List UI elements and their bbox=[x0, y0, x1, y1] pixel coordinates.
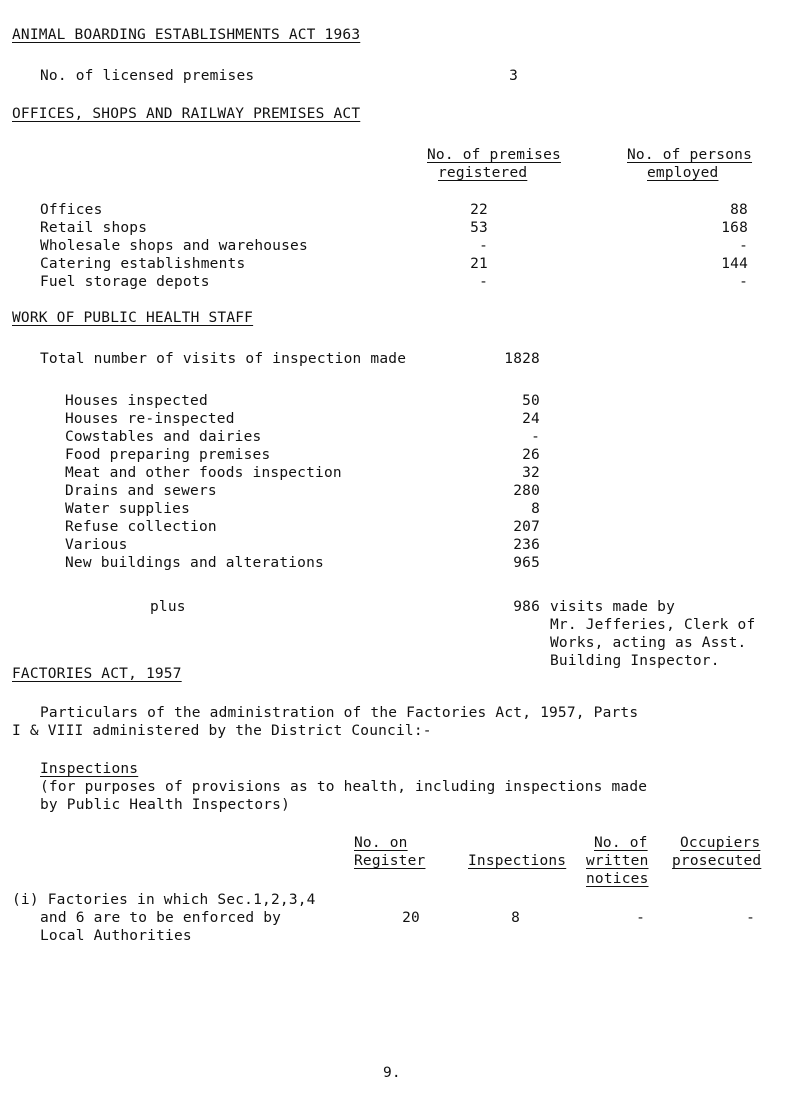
plus-note-line: Works, acting as Asst. bbox=[550, 635, 747, 651]
work-row-value: 24 bbox=[522, 411, 540, 427]
factories-register-value: 20 bbox=[402, 910, 420, 926]
total-visits-label: Total number of visits of inspection made bbox=[40, 351, 407, 367]
factories-heading: FACTORIES ACT, 1957 bbox=[12, 666, 182, 682]
register-header-2: Register bbox=[354, 853, 426, 869]
catering-registered: 21 bbox=[470, 256, 488, 272]
work-row-label: Meat and other foods inspection bbox=[65, 465, 342, 481]
inspections-column-header: Inspections bbox=[468, 853, 567, 869]
register-header-1: No. on bbox=[354, 835, 408, 851]
work-row-label: Various bbox=[65, 537, 128, 553]
factories-prosecuted-value: - bbox=[746, 910, 755, 926]
animal-boarding-heading: ANIMAL BOARDING ESTABLISHMENTS ACT 1963 bbox=[12, 27, 361, 43]
work-row-label: Drains and sewers bbox=[65, 483, 217, 499]
total-visits-value: 1828 bbox=[504, 351, 540, 367]
offices-act-heading: OFFICES, SHOPS AND RAILWAY PREMISES ACT bbox=[12, 106, 361, 122]
retail-row-label: Retail shops bbox=[40, 220, 148, 236]
factories-row-label-line-1: (i) Factories in which Sec.1,2,3,4 bbox=[12, 892, 316, 908]
work-row-value: 32 bbox=[522, 465, 540, 481]
work-row-value: 236 bbox=[513, 537, 540, 553]
factories-inspections-value: 8 bbox=[511, 910, 520, 926]
work-row-label: Food preparing premises bbox=[65, 447, 271, 463]
persons-employed-header-2: employed bbox=[647, 165, 719, 181]
catering-employed: 144 bbox=[721, 256, 748, 272]
work-row-value: 50 bbox=[522, 393, 540, 409]
plus-value: 986 bbox=[513, 599, 540, 615]
factories-paragraph-line-1: Particulars of the administration of the Factories Act, 1957, Parts bbox=[40, 705, 639, 721]
work-row-value: 280 bbox=[513, 483, 540, 499]
notices-header-3: notices bbox=[586, 871, 649, 887]
premises-registered-header-1: No. of premises bbox=[427, 147, 561, 163]
work-row-label: Refuse collection bbox=[65, 519, 217, 535]
plus-note-line: Building Inspector. bbox=[550, 653, 720, 669]
work-heading: WORK OF PUBLIC HEALTH STAFF bbox=[12, 310, 254, 326]
licensed-premises-label: No. of licensed premises bbox=[40, 68, 255, 84]
work-row-label: Houses re-inspected bbox=[65, 411, 235, 427]
work-row-value: 207 bbox=[513, 519, 540, 535]
retail-registered: 53 bbox=[470, 220, 488, 236]
work-row-value: 26 bbox=[522, 447, 540, 463]
page-number: 9. bbox=[383, 1065, 401, 1081]
plus-label: plus bbox=[150, 599, 186, 615]
premises-registered-header-2: registered bbox=[438, 165, 528, 181]
wholesale-registered: - bbox=[479, 238, 488, 254]
inspections-heading: Inspections bbox=[40, 761, 139, 777]
offices-row-label: Offices bbox=[40, 202, 103, 218]
work-row-label: Houses inspected bbox=[65, 393, 208, 409]
inspections-description-line-2: by Public Health Inspectors) bbox=[40, 797, 291, 813]
prosecuted-header-1: Occupiers bbox=[680, 835, 761, 851]
work-row-label: Water supplies bbox=[65, 501, 191, 517]
work-row-label: New buildings and alterations bbox=[65, 555, 324, 571]
plus-note-line: visits made by bbox=[550, 599, 676, 615]
work-row-label: Cowstables and dairies bbox=[65, 429, 262, 445]
inspections-description-line-1: (for purposes of provisions as to health, including inspections made bbox=[40, 779, 648, 795]
factories-row-label-line-3: Local Authorities bbox=[40, 928, 192, 944]
fuel-registered: - bbox=[479, 274, 488, 290]
work-row-value: 8 bbox=[531, 501, 540, 517]
fuel-row-label: Fuel storage depots bbox=[40, 274, 210, 290]
plus-note-line: Mr. Jefferies, Clerk of bbox=[550, 617, 756, 633]
offices-registered: 22 bbox=[470, 202, 488, 218]
wholesale-employed: - bbox=[739, 238, 748, 254]
notices-header-2: written bbox=[586, 853, 649, 869]
retail-employed: 168 bbox=[721, 220, 748, 236]
catering-row-label: Catering establishments bbox=[40, 256, 246, 272]
factories-paragraph-line-2: I & VIII administered by the District Council:- bbox=[12, 723, 432, 739]
wholesale-row-label: Wholesale shops and warehouses bbox=[40, 238, 308, 254]
fuel-employed: - bbox=[739, 274, 748, 290]
factories-row-label-line-2: and 6 are to be enforced by bbox=[40, 910, 282, 926]
licensed-premises-value: 3 bbox=[509, 68, 518, 84]
persons-employed-header-1: No. of persons bbox=[627, 147, 753, 163]
work-row-value: - bbox=[531, 429, 540, 445]
prosecuted-header-2: prosecuted bbox=[672, 853, 762, 869]
factories-notices-value: - bbox=[636, 910, 645, 926]
notices-header-1: No. of bbox=[594, 835, 648, 851]
work-row-value: 965 bbox=[513, 555, 540, 571]
offices-employed: 88 bbox=[730, 202, 748, 218]
